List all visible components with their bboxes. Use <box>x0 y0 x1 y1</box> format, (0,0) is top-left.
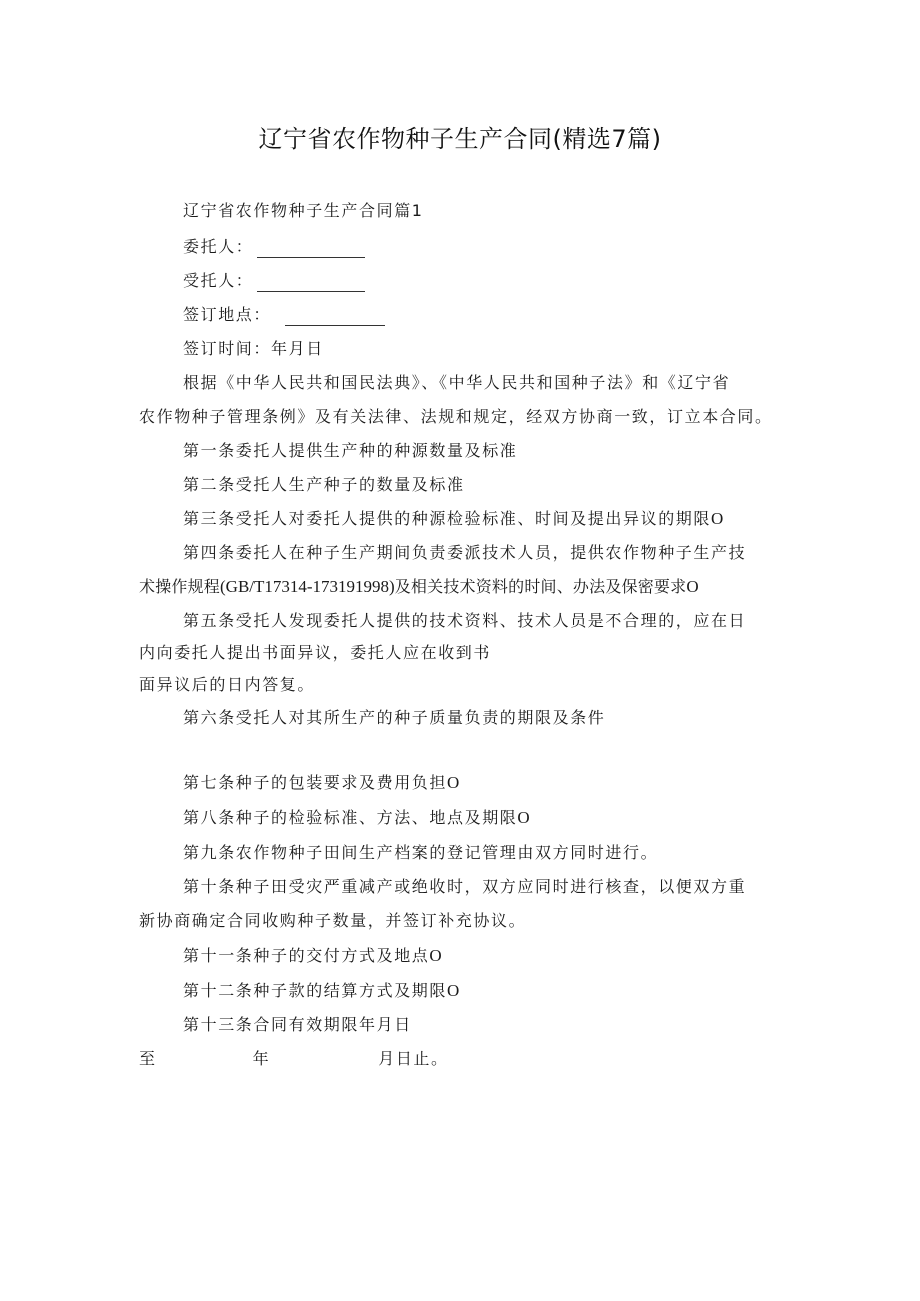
article-7-end-marker: O <box>447 773 460 792</box>
article-4-text-a: 术操作规程 <box>139 577 221 596</box>
term-end-to: 至 <box>139 1049 157 1068</box>
article-9: 第九条农作物种子田间生产档案的登记管理由双方同时进行。 <box>183 843 659 862</box>
article-8 <box>139 807 833 829</box>
article-10-line-2: 新协商确定合同收购种子数量，并签订补充协议。 <box>139 911 527 930</box>
entrusted-party-line <box>139 270 833 292</box>
article-5-line-3: 面异议后的日内答复。 <box>139 675 316 694</box>
entrusting-party-blank <box>257 243 365 258</box>
article-7-text: 第七条种子的包装要求及费用负担 <box>183 773 448 792</box>
article-7 <box>139 772 833 794</box>
entrusted-party-blank <box>257 277 365 292</box>
document-title: 辽宁省农作物种子生产合同(精选7篇) <box>258 125 662 153</box>
sign-place-blank <box>285 311 385 326</box>
sign-place-label: 签订地点： <box>183 305 272 324</box>
article-11-text: 第十一条种子的交付方式及地点 <box>183 946 430 965</box>
term-end-rest: 月日止。 <box>378 1049 449 1068</box>
entrusting-party-label: 委托人： <box>183 237 254 256</box>
article-2: 第二条受托人生产种子的数量及标准 <box>183 475 465 494</box>
article-8-end-marker: O <box>517 808 530 827</box>
article-4-end-marker: O <box>686 577 699 596</box>
article-3 <box>139 508 833 530</box>
article-12 <box>139 980 833 1002</box>
intro-paragraph-line-1: 根据《中华人民共和国民法典》、《中华人民共和国种子法》和《辽宁省 <box>183 373 731 392</box>
article-4-line-2 <box>139 576 789 598</box>
article-5-line-2: 内向委托人提出书面异议，委托人应在收到书 <box>139 643 492 662</box>
section-heading: 辽宁省农作物种子生产合同篇1 <box>183 201 424 220</box>
article-12-end-marker: O <box>447 981 460 1000</box>
article-4-standard-code: (GB/T17314-173191998) <box>220 577 395 596</box>
article-5-line-1: 第五条受托人发现委托人提供的技术资料、技术人员是不合理的，应在日 <box>183 611 747 630</box>
term-end-year: 年 <box>252 1049 271 1068</box>
intro-paragraph-line-2: 农作物种子管理条例》及有关法律、法规和规定，经双方协商一致，订立本合同。 <box>139 407 773 426</box>
article-11-end-marker: O <box>429 946 442 965</box>
article-4-line-1: 第四条委托人在种子生产期间负责委派技术人员，提供农作物种子生产技 <box>183 543 747 562</box>
article-10-line-1: 第十条种子田受灾严重减产或绝收时，双方应同时进行核查，以便双方重 <box>183 877 747 896</box>
article-11 <box>139 945 833 967</box>
article-13: 第十三条合同有效期限年月日 <box>183 1015 412 1034</box>
article-1: 第一条委托人提供生产种的种源数量及标准 <box>183 441 518 460</box>
article-4-text-b: 及相关技术资料的时间、办法及保密要求 <box>394 577 687 596</box>
article-8-text: 第八条种子的检验标准、方法、地点及期限 <box>183 808 518 827</box>
article-6: 第六条受托人对其所生产的种子质量负责的期限及条件 <box>183 708 606 727</box>
article-3-end-marker: O <box>711 509 724 528</box>
entrusting-party-line <box>139 236 833 258</box>
sign-time-line: 签订时间：年月日 <box>183 339 324 358</box>
article-3-text: 第三条受托人对委托人提供的种源检验标准、时间及提出异议的期限 <box>183 509 712 528</box>
entrusted-party-label: 受托人： <box>183 271 254 290</box>
sign-place-line <box>139 304 833 326</box>
article-12-text: 第十二条种子款的结算方式及期限 <box>183 981 448 1000</box>
term-end-line <box>139 1048 789 1070</box>
